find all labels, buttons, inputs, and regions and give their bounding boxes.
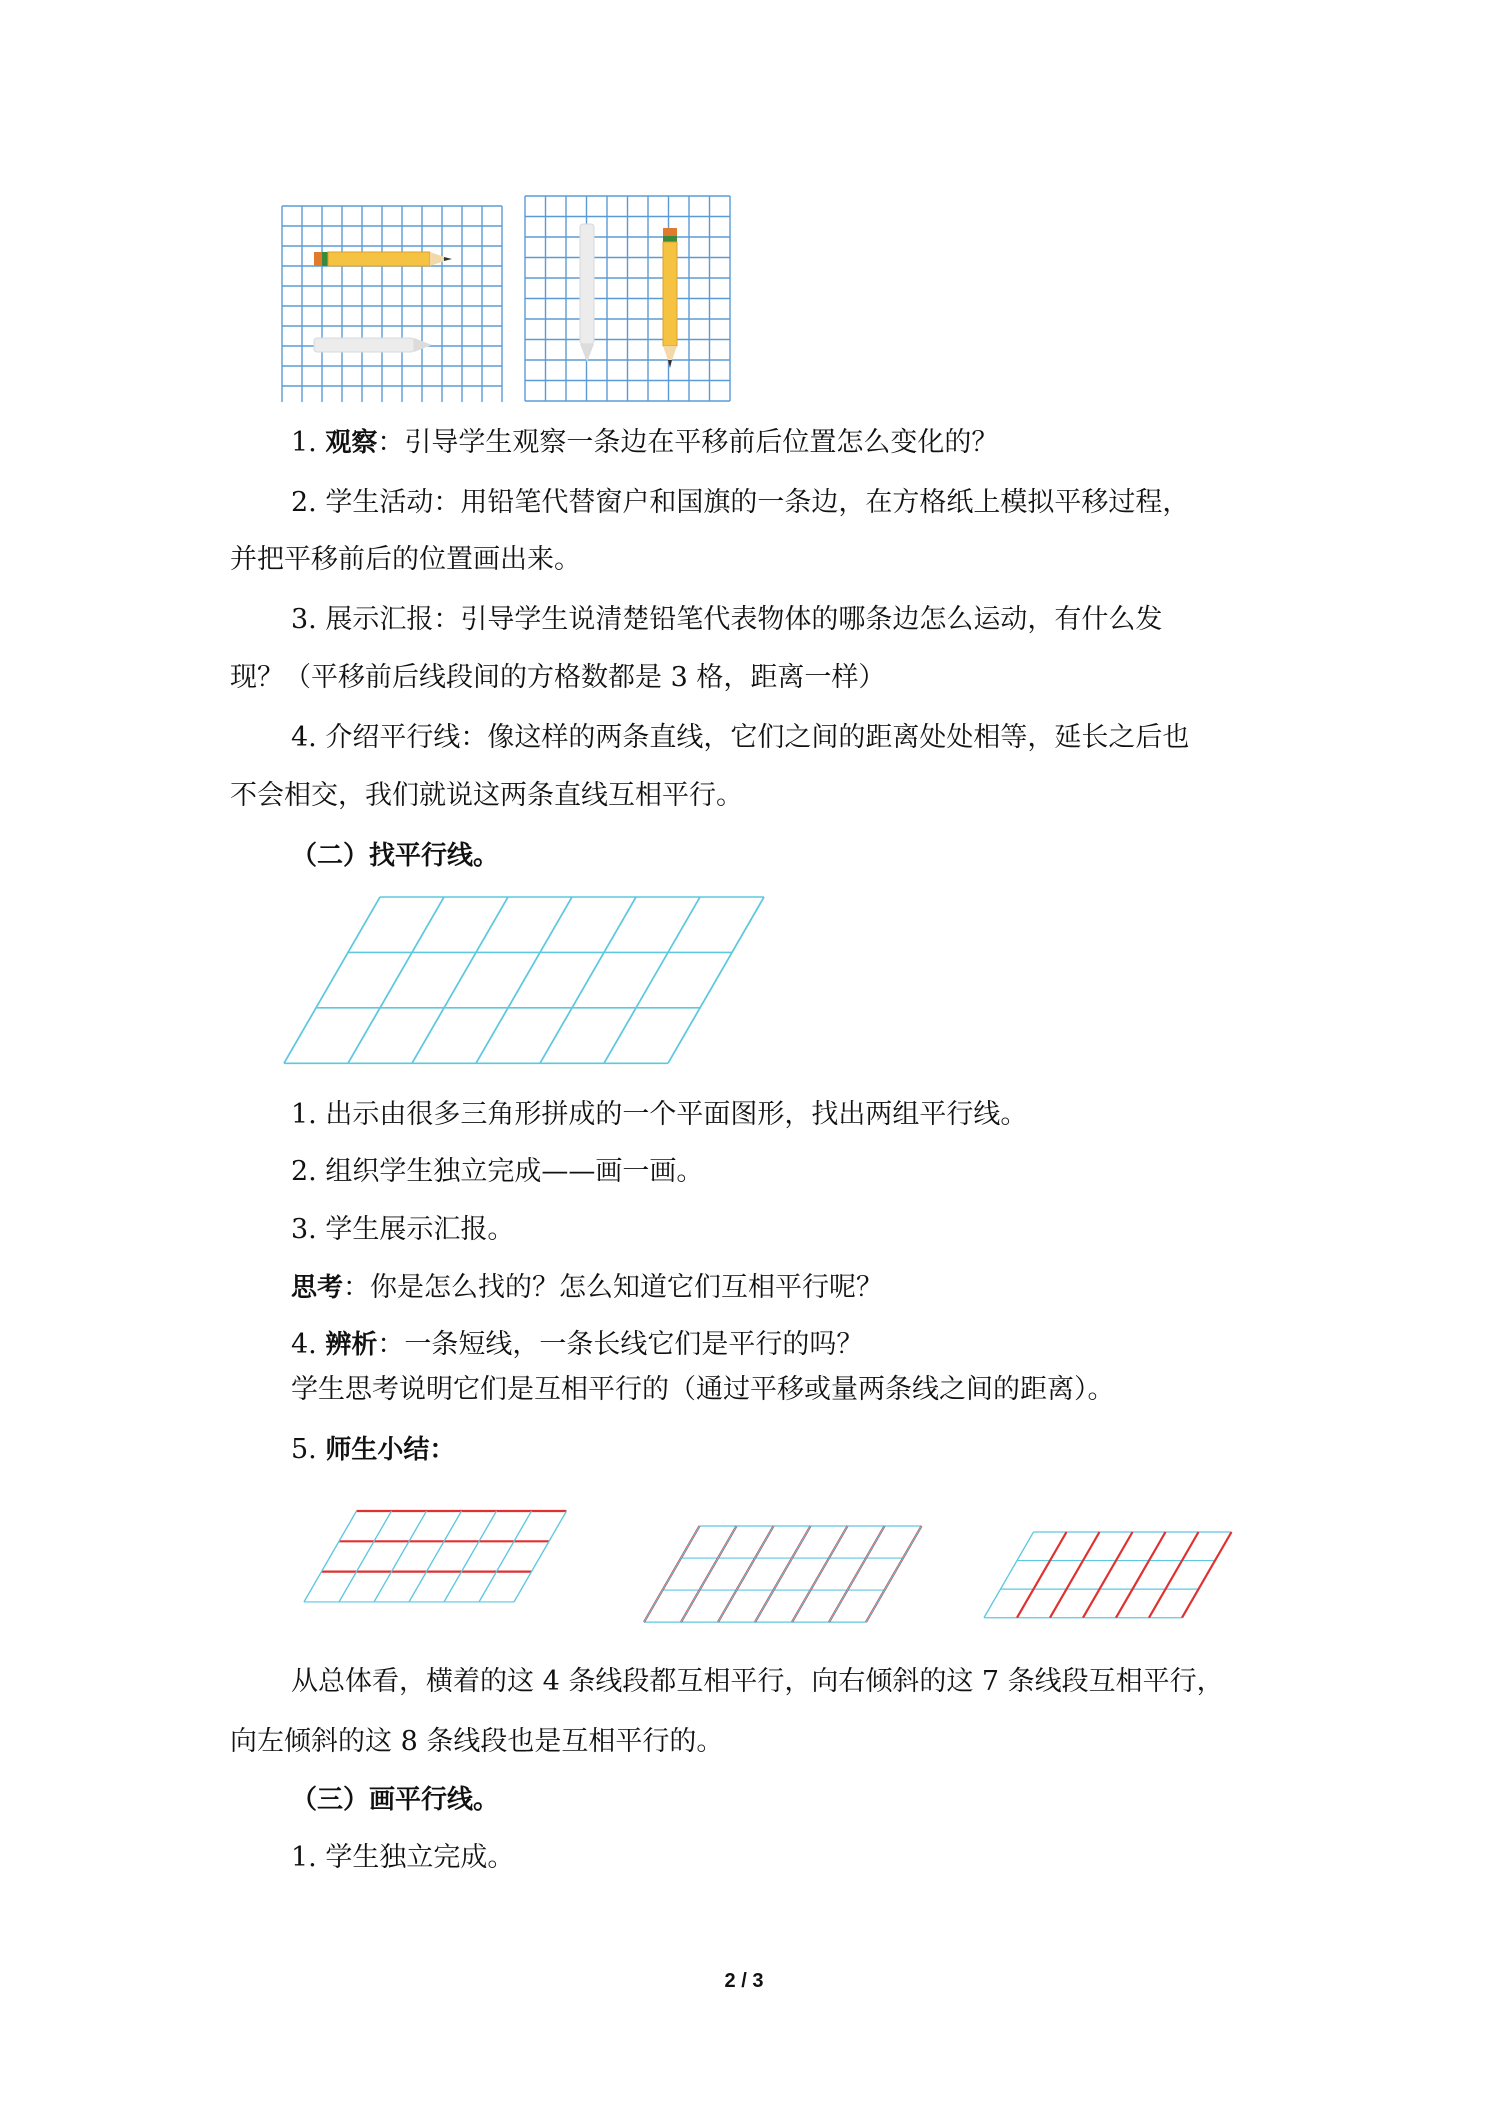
left-slant-segment (1017, 1532, 1067, 1618)
left-slant-segment (514, 1511, 567, 1602)
left-slant-segment (1116, 1532, 1166, 1618)
left-slant-segment (409, 1511, 462, 1602)
analysis-question: 4. 辨析：一条短线，一条长线它们是平行的吗？ (291, 1329, 864, 1360)
grid-left (282, 206, 502, 402)
left-slant-segment (1149, 1532, 1199, 1618)
left-slant-segment (412, 897, 508, 1063)
left-slant-segment (792, 1526, 848, 1622)
step-2-activity: 2. 学生活动：用铅笔代替窗户和国旗的一条边，在方格纸上模拟平移过程， (291, 487, 1190, 518)
left-slant-segment (681, 1526, 737, 1622)
left-slant-segment (444, 1511, 497, 1602)
step-1-observe: 1. 观察：引导学生观察一条边在平移前后位置怎么变化的？ (291, 427, 999, 458)
summary-label: 5. 师生小结： (291, 1434, 456, 1465)
summary-figure-right-slant (640, 1522, 930, 1624)
triangle-tiling-figure (280, 893, 770, 1073)
left-slant-segment (540, 897, 636, 1063)
summary-figure-left-slant (980, 1528, 1240, 1628)
step-3-report: 3. 展示汇报：引导学生说清楚铅笔代表物体的哪条边怎么运动，有什么发 (291, 604, 1163, 635)
page-number: 2 / 3 (724, 1970, 764, 1992)
steps2-item-1: 1. 出示由很多三角形拼成的一个平面图形，找出两组平行线。 (291, 1099, 1028, 1130)
left-slant-segment (755, 1526, 811, 1622)
conclusion-line-1: 从总体看，横着的这 4 条线段都互相平行，向右倾斜的这 7 条线段互相平行， (291, 1666, 1224, 1697)
left-slant-segment (984, 1532, 1034, 1618)
pencil-grid-figure (280, 192, 740, 402)
ghost-pencil-horizontal (314, 338, 432, 352)
left-slant-segment (476, 897, 572, 1063)
section-3-heading: （三）画平行线。 (291, 1785, 500, 1815)
left-slant-segment (1083, 1532, 1133, 1618)
step-4-intro-cont: 不会相交，我们就说这两条直线互相平行。 (230, 780, 743, 811)
analysis-answer: 学生思考说明它们是互相平行的（通过平移或量两条线之间的距离）。 (291, 1374, 1115, 1405)
summary-figure-horizontal (300, 1505, 580, 1620)
left-slant-segment (1182, 1532, 1232, 1618)
left-slant-segment (718, 1526, 774, 1622)
left-slant-segment (348, 897, 444, 1063)
steps2-item-2: 2. 组织学生独立完成——画一画。 (291, 1156, 704, 1187)
left-slant-segment (668, 897, 764, 1063)
yellow-pencil-horizontal (314, 252, 452, 266)
left-slant-segment (374, 1511, 427, 1602)
step-2-activity-cont: 并把平移前后的位置画出来。 (230, 544, 581, 575)
left-slant-segment (829, 1526, 885, 1622)
left-slant-segment (479, 1511, 532, 1602)
step-4-intro: 4. 介绍平行线：像这样的两条直线，它们之间的距离处处相等，延长之后也 (291, 722, 1190, 753)
yellow-pencil-vertical (663, 228, 677, 368)
left-slant-segment (604, 897, 700, 1063)
left-slant-segment (1050, 1532, 1100, 1618)
steps2-item-3: 3. 学生展示汇报。 (291, 1214, 515, 1245)
think-question: 思考：你是怎么找的？怎么知道它们互相平行呢？ (291, 1272, 884, 1303)
ghost-pencil-vertical (580, 224, 594, 362)
left-slant-segment (644, 1526, 700, 1622)
conclusion-line-2: 向左倾斜的这 8 条线段也是互相平行的。 (230, 1726, 724, 1757)
section-2-heading: （二）找平行线。 (291, 841, 500, 871)
left-slant-segment (304, 1511, 357, 1602)
step-3-report-cont: 现？（平移前后线段间的方格数都是 3 格，距离一样） (230, 662, 886, 693)
steps3-item-1: 1. 学生独立完成。 (291, 1842, 515, 1873)
left-slant-segment (284, 897, 380, 1063)
grid-right (525, 196, 730, 401)
left-slant-segment (339, 1511, 392, 1602)
left-slant-segment (866, 1526, 922, 1622)
